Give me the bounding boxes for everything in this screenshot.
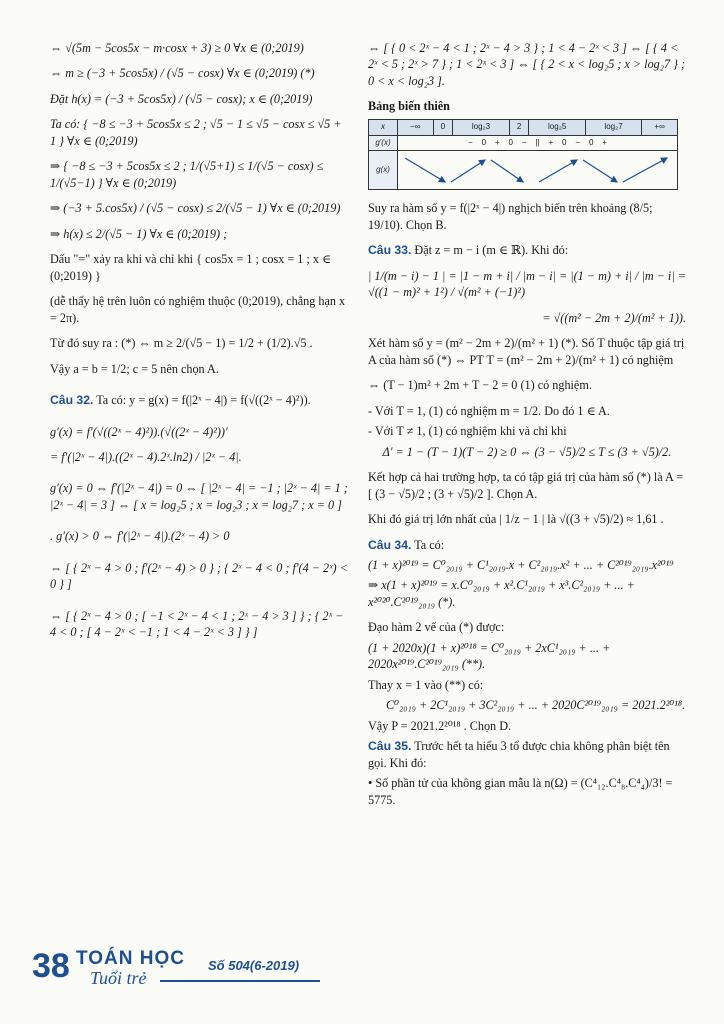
text-line: (1 + 2020x)(1 + x)²⁰¹⁸ = C⁰₂₀₁₉ + 2xC¹₂₀₁₉ + ... + 2020x²⁰¹⁹.C²⁰¹⁹₂₀₁₉ (**).	[368, 640, 611, 672]
text-line: ⇒ (−3 + 5.cos5x) / (√5 − cosx) ≤ 2/(√5 − 1) ∀x ∈ (0;2019)	[50, 201, 341, 216]
question-32-title: Câu 32.	[50, 393, 94, 408]
derivative-sign: +	[602, 137, 607, 147]
text-line: Dấu "=" xảy ra khi và chỉ khi { cos5x = 1 ; cosx = 1 ; x ∈ (0;2019) }	[50, 252, 332, 283]
derivative-sign: −	[521, 137, 527, 147]
derivative-sign: −	[575, 137, 581, 147]
derivative-sign: 0	[562, 137, 567, 147]
x-value: 0	[433, 119, 453, 135]
text-line: | 1/(m − i) − 1 | = |1 − m + i| / |m − i| = |(1 − m) + i| / |m − i| = √((1 − m)² + 1²) / √(m² + (−1)²)	[368, 268, 686, 300]
text-line: Suy ra hàm số y = f(|2ˣ − 4|) nghịch biến trên khoảng (8/5; 19/10). Chọn B.	[368, 201, 653, 232]
text-line: ⇔ [ { 2ˣ − 4 > 0 ; f′(2ˣ − 4) > 0 } ; { 2ˣ − 4 < 0 ; f′(4 − 2ˣ) < 0 } ]	[50, 560, 348, 592]
text-line: - Với T = 1, (1) có nghiệm m = 1/2. Do đó 1 ∈ A.	[368, 403, 610, 418]
text-line: ⇔ [ { 0 < 2ˣ − 4 < 1 ; 2ˣ − 4 > 3 } ; 1 < 4 − 2ˣ < 3 ] ⇔ [ { 4 < 2ˣ < 5 ; 2ˣ > 7 } ; 1 < 2ˣ < 3 ] ⇔ [ { 2 < x < log₂5 ; x > log₂7 } ; 0 < x < log₂3 ].	[368, 41, 686, 88]
text-line: Thay x = 1 vào (**) có:	[368, 677, 484, 692]
text-line: Vậy P = 2021.2²⁰¹⁸ . Chọn D.	[368, 718, 512, 733]
page-number: 38	[32, 947, 70, 985]
text-line: - Với T ≠ 1, (1) có nghiệm khi và chỉ khi	[368, 424, 567, 439]
question-33-title: Câu 33.	[368, 243, 412, 258]
text-line: ⇒ x(1 + x)²⁰¹⁹ = x.C⁰₂₀₁₉ + x².C¹₂₀₁₉ + x³.C²₂₀₁₉ + ... + x²⁰²⁰.C²⁰¹⁹₂₀₁₉ (*).	[368, 578, 635, 609]
increase-arrow	[623, 158, 667, 182]
variation-table-function-label: g(x)	[369, 151, 398, 190]
derivative-sign: 0	[588, 137, 594, 147]
increase-arrow	[539, 160, 577, 182]
text-line: Xét hàm số y = (m² − 2m + 2)/(m² + 1) (*). Số T thuộc tập giá trị A của hàm số (*) ⇔ PT T = (m² − 2m + 2)/(m² + 1) có nghiệm	[368, 336, 685, 367]
question-32-intro	[50, 392, 350, 408]
variation-table-title: Bảng biến thiên	[368, 99, 450, 114]
variation-table-derivative-row	[369, 135, 678, 151]
left-column	[50, 40, 350, 650]
text-line: ⇔ √(5m − 5cos5x − m·cosx + 3) ≥ 0 ∀x ∈ (0;2019)	[50, 41, 304, 55]
right-column	[368, 40, 686, 817]
question-34-intro	[368, 537, 686, 553]
x-value: log₂3	[453, 119, 509, 135]
question-34-text: Ta có:	[414, 537, 445, 552]
variation-table-function-row	[369, 151, 678, 190]
text-line: Đạo hàm 2 vế của (*) được:	[368, 620, 505, 635]
question-33-intro	[368, 242, 686, 258]
variation-table-derivative-label: g′(x)	[369, 135, 398, 151]
decrease-arrow	[583, 160, 617, 182]
x-value: +∞	[642, 119, 678, 135]
text-line: ⇔ m ≥ (−3 + 5cos5x) / (√5 − cosx) ∀x ∈ (0;2019) (*)	[50, 66, 315, 81]
text-line: Ta có: { −8 ≤ −3 + 5cos5x ≤ 2 ; √5 − 1 ≤ √5 − cosx ≤ √5 + 1 } ∀x ∈ (0;2019)	[50, 117, 342, 148]
text-line: (1 + x)²⁰¹⁹ = C⁰₂₀₁₉ + C¹₂₀₁₉.x + C²₂₀₁₉.x² + ... + C²⁰¹⁹₂₀₁₉.x²⁰¹⁹	[368, 557, 674, 572]
x-value: −∞	[398, 119, 434, 135]
question-35-title: Câu 35.	[368, 739, 412, 754]
text-line: Khi đó giá trị lớn nhất của | 1/z − 1 | là √((3 + √5)/2) ≈ 1,61 .	[368, 512, 664, 527]
variation-table	[368, 119, 678, 191]
text-line: . g′(x) > 0 ⇔ f′(|2ˣ − 4|).(2ˣ − 4) > 0	[50, 529, 230, 544]
question-33-text: Đặt z = m − i (m ∈ ℝ). Khi đó:	[414, 243, 569, 258]
derivative-sign: +	[548, 137, 554, 147]
text-line: Đặt h(x) = (−3 + 5cos5x) / (√5 − cosx); x ∈ (0;2019)	[50, 91, 313, 106]
text-line: ⇔ (T − 1)m² + 2m + T − 2 = 0 (1) có nghiệm.	[368, 378, 592, 393]
question-35-text: Trước hết ta hiểu 3 tổ được chia không phân biệt tên gọi. Khi đó:	[368, 739, 670, 770]
derivative-sign: −	[468, 137, 473, 147]
decrease-arrow	[491, 160, 523, 182]
question-35-intro	[368, 738, 686, 771]
x-value: log₂5	[529, 119, 585, 135]
derivative-sign: 0	[481, 137, 487, 147]
text-line: Δ′ = 1 − (T − 1)(T − 2) ≥ 0 ⇔ (3 − √5)/2 ≤ T ≤ (3 + √5)/2.	[382, 444, 672, 459]
text-line: (dễ thấy hệ trên luôn có nghiệm thuộc (0;2019), chẳng hạn x = 2π).	[50, 294, 346, 325]
question-32-text: Ta có: y = g(x) = f(|2ˣ − 4|) = f(√((2ˣ − 4)²)).	[96, 393, 311, 408]
text-line: • Số phần tử của không gian mẫu là n(Ω) = (C⁴₁₂.C⁴₈.C⁴₄)/3! = 5775.	[368, 776, 673, 807]
x-value: log₂7	[585, 119, 641, 135]
page-footer	[32, 946, 322, 990]
text-line: ⇒ h(x) ≤ 2/(√5 − 1) ∀x ∈ (0;2019) ;	[50, 226, 228, 241]
question-34-title: Câu 34.	[368, 537, 412, 552]
issue-number: Số 504(6-2019)	[208, 958, 300, 973]
text-line: Vậy a = b = 1/2; c = 5 nên chọn A.	[50, 361, 219, 376]
variation-arrows	[399, 153, 675, 187]
text-line: Kết hợp cả hai trường hợp, ta có tập giá trị của hàm số (*) là A = [ (3 − √5)/2 ; (3 + √5)/2 ]. Chọn A.	[368, 470, 684, 501]
text-line: ⇔ [ { 2ˣ − 4 > 0 ; [ −1 < 2ˣ − 4 < 1 ; 2ˣ − 4 > 3 ] } ; { 2ˣ − 4 < 0 ; [ 4 − 2ˣ < −1 ; 1 < 4 − 2ˣ < 3 ] } ]	[50, 608, 344, 640]
text-line: C⁰₂₀₁₉ + 2C¹₂₀₁₉ + 3C²₂₀₁₉ + ... + 2020C²⁰¹⁹₂₀₁₉ = 2021.2²⁰¹⁸.	[386, 698, 686, 713]
text-line: g′(x) = 0 ⇔ f′(|2ˣ − 4|) = 0 ⇔ [ |2ˣ − 4| = −1 ; |2ˣ − 4| = 1 ; |2ˣ − 4| = 3 ] ⇔ [ x = log₂5 ; x = log₂3 ; x = log₂7 ; x = 0 ]	[50, 481, 348, 512]
decrease-arrow	[405, 158, 445, 182]
text-line: = √((m² − 2m + 2)/(m² + 1)).	[542, 310, 686, 325]
magazine-logo-line1: TOÁN HỌC	[76, 948, 185, 969]
magazine-logo-line2: Tuổi trẻ	[90, 968, 147, 988]
derivative-sign: 0	[508, 137, 513, 147]
variation-table-x-label: x	[369, 119, 398, 135]
x-value: 2	[509, 119, 529, 135]
text-line: = f′(|2ˣ − 4|).((2ˣ − 4).2ˣ.ln2) / |2ˣ − 4|.	[50, 449, 242, 464]
derivative-sign: ||	[535, 137, 540, 147]
text-line: g′(x) = f′(√((2ˣ − 4)²)).(√((2ˣ − 4)²))′	[50, 424, 228, 439]
variation-table-x-row	[369, 119, 678, 135]
derivative-sign: +	[494, 137, 500, 147]
footer-divider	[160, 980, 320, 982]
text-line: ⇒ { −8 ≤ −3 + 5cos5x ≤ 2 ; 1/(√5+1) ≤ 1/(√5 − cosx) ≤ 1/(√5−1) } ∀x ∈ (0;2019)	[50, 159, 324, 190]
increase-arrow	[451, 160, 485, 182]
text-line: Từ đó suy ra : (*) ⇔ m ≥ 2/(√5 − 1) = 1/2 + (1/2).√5 .	[50, 336, 313, 351]
